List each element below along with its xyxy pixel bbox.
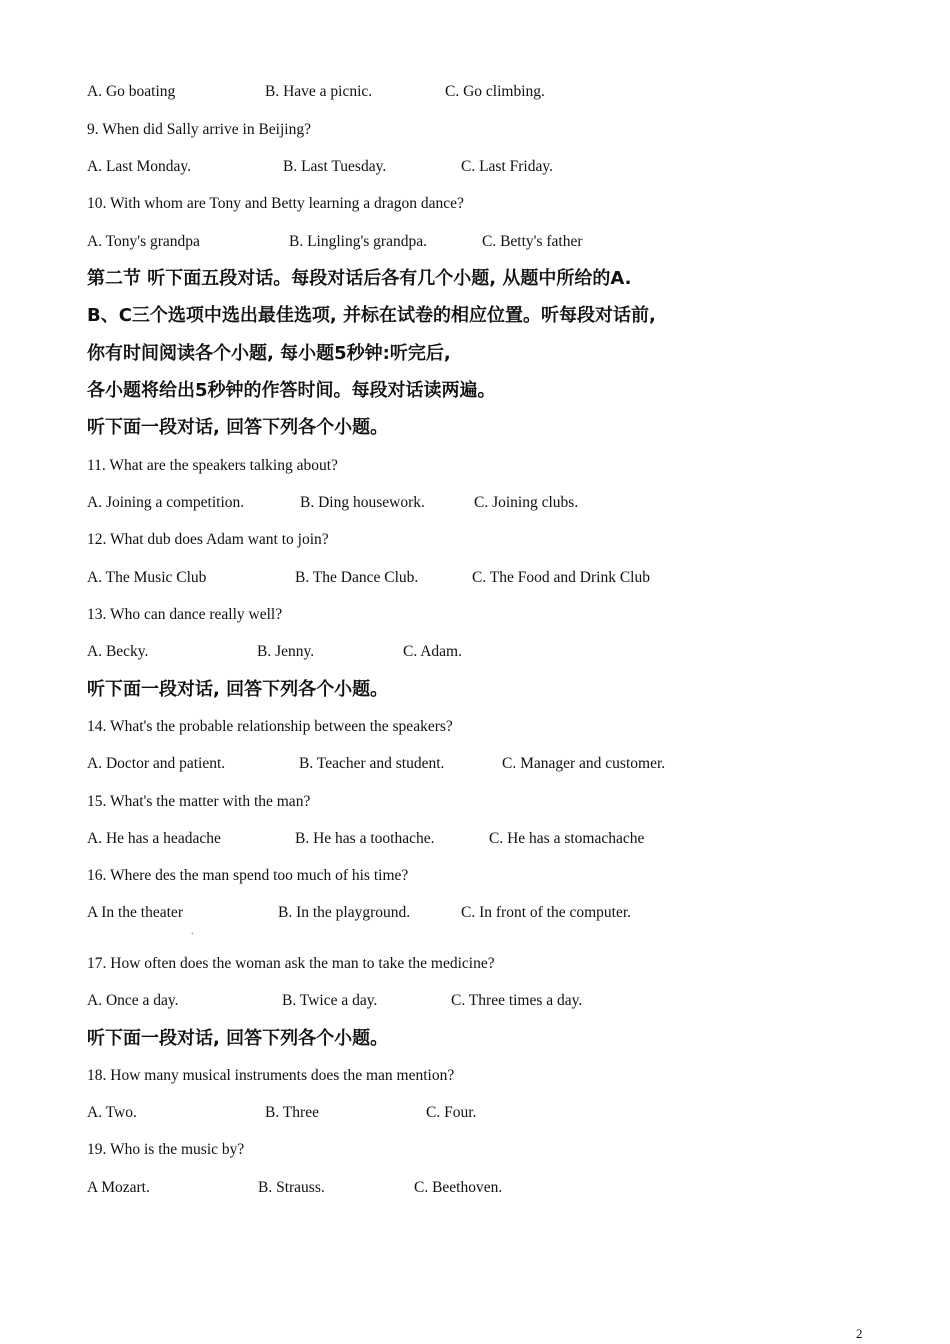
q8-option-a: A. Go boating [87, 83, 176, 100]
q17-question: 17. How often does the woman ask the man to take the medicine? [87, 955, 495, 972]
q14-option-c: C. Manager and customer. [502, 755, 666, 772]
page-number: 2 [856, 1326, 863, 1341]
q10-option-b: B. Lingling's grandpa. [289, 233, 427, 250]
q19-option-b: B. Strauss. [258, 1179, 325, 1196]
q11-question: 11. What are the speakers talking about? [87, 457, 338, 474]
section2-line1: 第二节 听下面五段对话。每段对话后各有几个小题, 从题中所给的A. [87, 268, 632, 289]
q10-option-c: C. Betty's father [482, 233, 583, 250]
q9-option-c: C. Last Friday. [461, 158, 553, 175]
q13-option-b: B. Jenny. [257, 643, 315, 660]
dialogue-instruction-3: 听下面一段对话, 回答下列各个小题。 [87, 1028, 389, 1049]
section2-line4: 各小题将给出5秒钟的作答时间。每段对话读两遍。 [87, 380, 496, 401]
q19-option-c: C. Beethoven. [414, 1179, 503, 1196]
q15-question: 15. What's the matter with the man? [87, 793, 311, 810]
q15-option-a: A. He has a headache [87, 830, 221, 847]
q19-option-a: A Mozart. [87, 1179, 150, 1196]
q8-option-b: B. Have a picnic. [265, 83, 373, 100]
q10-option-a: A. Tony's grandpa [87, 233, 200, 250]
q8-option-c: C. Go climbing. [445, 83, 545, 100]
q11-option-a: A. Joining a competition. [87, 494, 245, 511]
q12-question: 12. What dub does Adam want to join? [87, 531, 329, 548]
q11-option-c: C. Joining clubs. [474, 494, 579, 511]
q9-option-a: A. Last Monday. [87, 158, 192, 175]
q18-option-a: A. Two. [87, 1104, 137, 1121]
q19-question: 19. Who is the music by? [87, 1141, 245, 1158]
q12-option-a: A. The Music Club [87, 569, 207, 586]
q17-option-a: A. Once a day. [87, 992, 179, 1009]
q10-question: 10. With whom are Tony and Betty learning a dragon dance? [87, 195, 464, 212]
q9-question: 9. When did Sally arrive in Beijing? [87, 121, 311, 138]
q18-option-b: B. Three [265, 1104, 319, 1121]
q17-option-b: B. Twice a day. [282, 992, 378, 1009]
q11-option-b: B. Ding housework. [300, 494, 425, 511]
q18-option-c: C. Four. [426, 1104, 477, 1121]
q13-option-a: A. Becky. [87, 643, 149, 660]
q18-question: 18. How many musical instruments does the man mention? [87, 1067, 455, 1084]
q17-option-c: C. Three times a day. [451, 992, 583, 1009]
stray-dot-mark: . [191, 926, 194, 937]
q13-option-c: C. Adam. [403, 643, 462, 660]
q14-question: 14. What's the probable relationship between the speakers? [87, 718, 453, 735]
q16-option-c: C. In front of the computer. [461, 904, 632, 921]
dialogue-instruction-2: 听下面一段对话, 回答下列各个小题。 [87, 679, 389, 700]
q16-option-a: A In the theater [87, 904, 183, 921]
q16-option-b: B. In the playground. [278, 904, 411, 921]
q15-option-b: B. He has a toothache. [295, 830, 435, 847]
q15-option-c: C. He has a stomachache [489, 830, 645, 847]
dialogue-instruction-1: 听下面一段对话, 回答下列各个小题。 [87, 417, 389, 438]
q9-option-b: B. Last Tuesday. [283, 158, 387, 175]
q14-option-a: A. Doctor and patient. [87, 755, 226, 772]
section2-line3: 你有时间阅读各个小题, 每小题5秒钟:听完后, [87, 343, 451, 364]
section2-line2: B、C三个选项中选出最佳选项, 并标在试卷的相应位置。听每段对话前, [87, 305, 656, 326]
q12-option-b: B. The Dance Club. [295, 569, 419, 586]
q14-option-b: B. Teacher and student. [299, 755, 445, 772]
q13-question: 13. Who can dance really well? [87, 606, 283, 623]
q16-question: 16. Where des the man spend too much of his time? [87, 867, 409, 884]
q12-option-c: C. The Food and Drink Club [472, 569, 650, 586]
